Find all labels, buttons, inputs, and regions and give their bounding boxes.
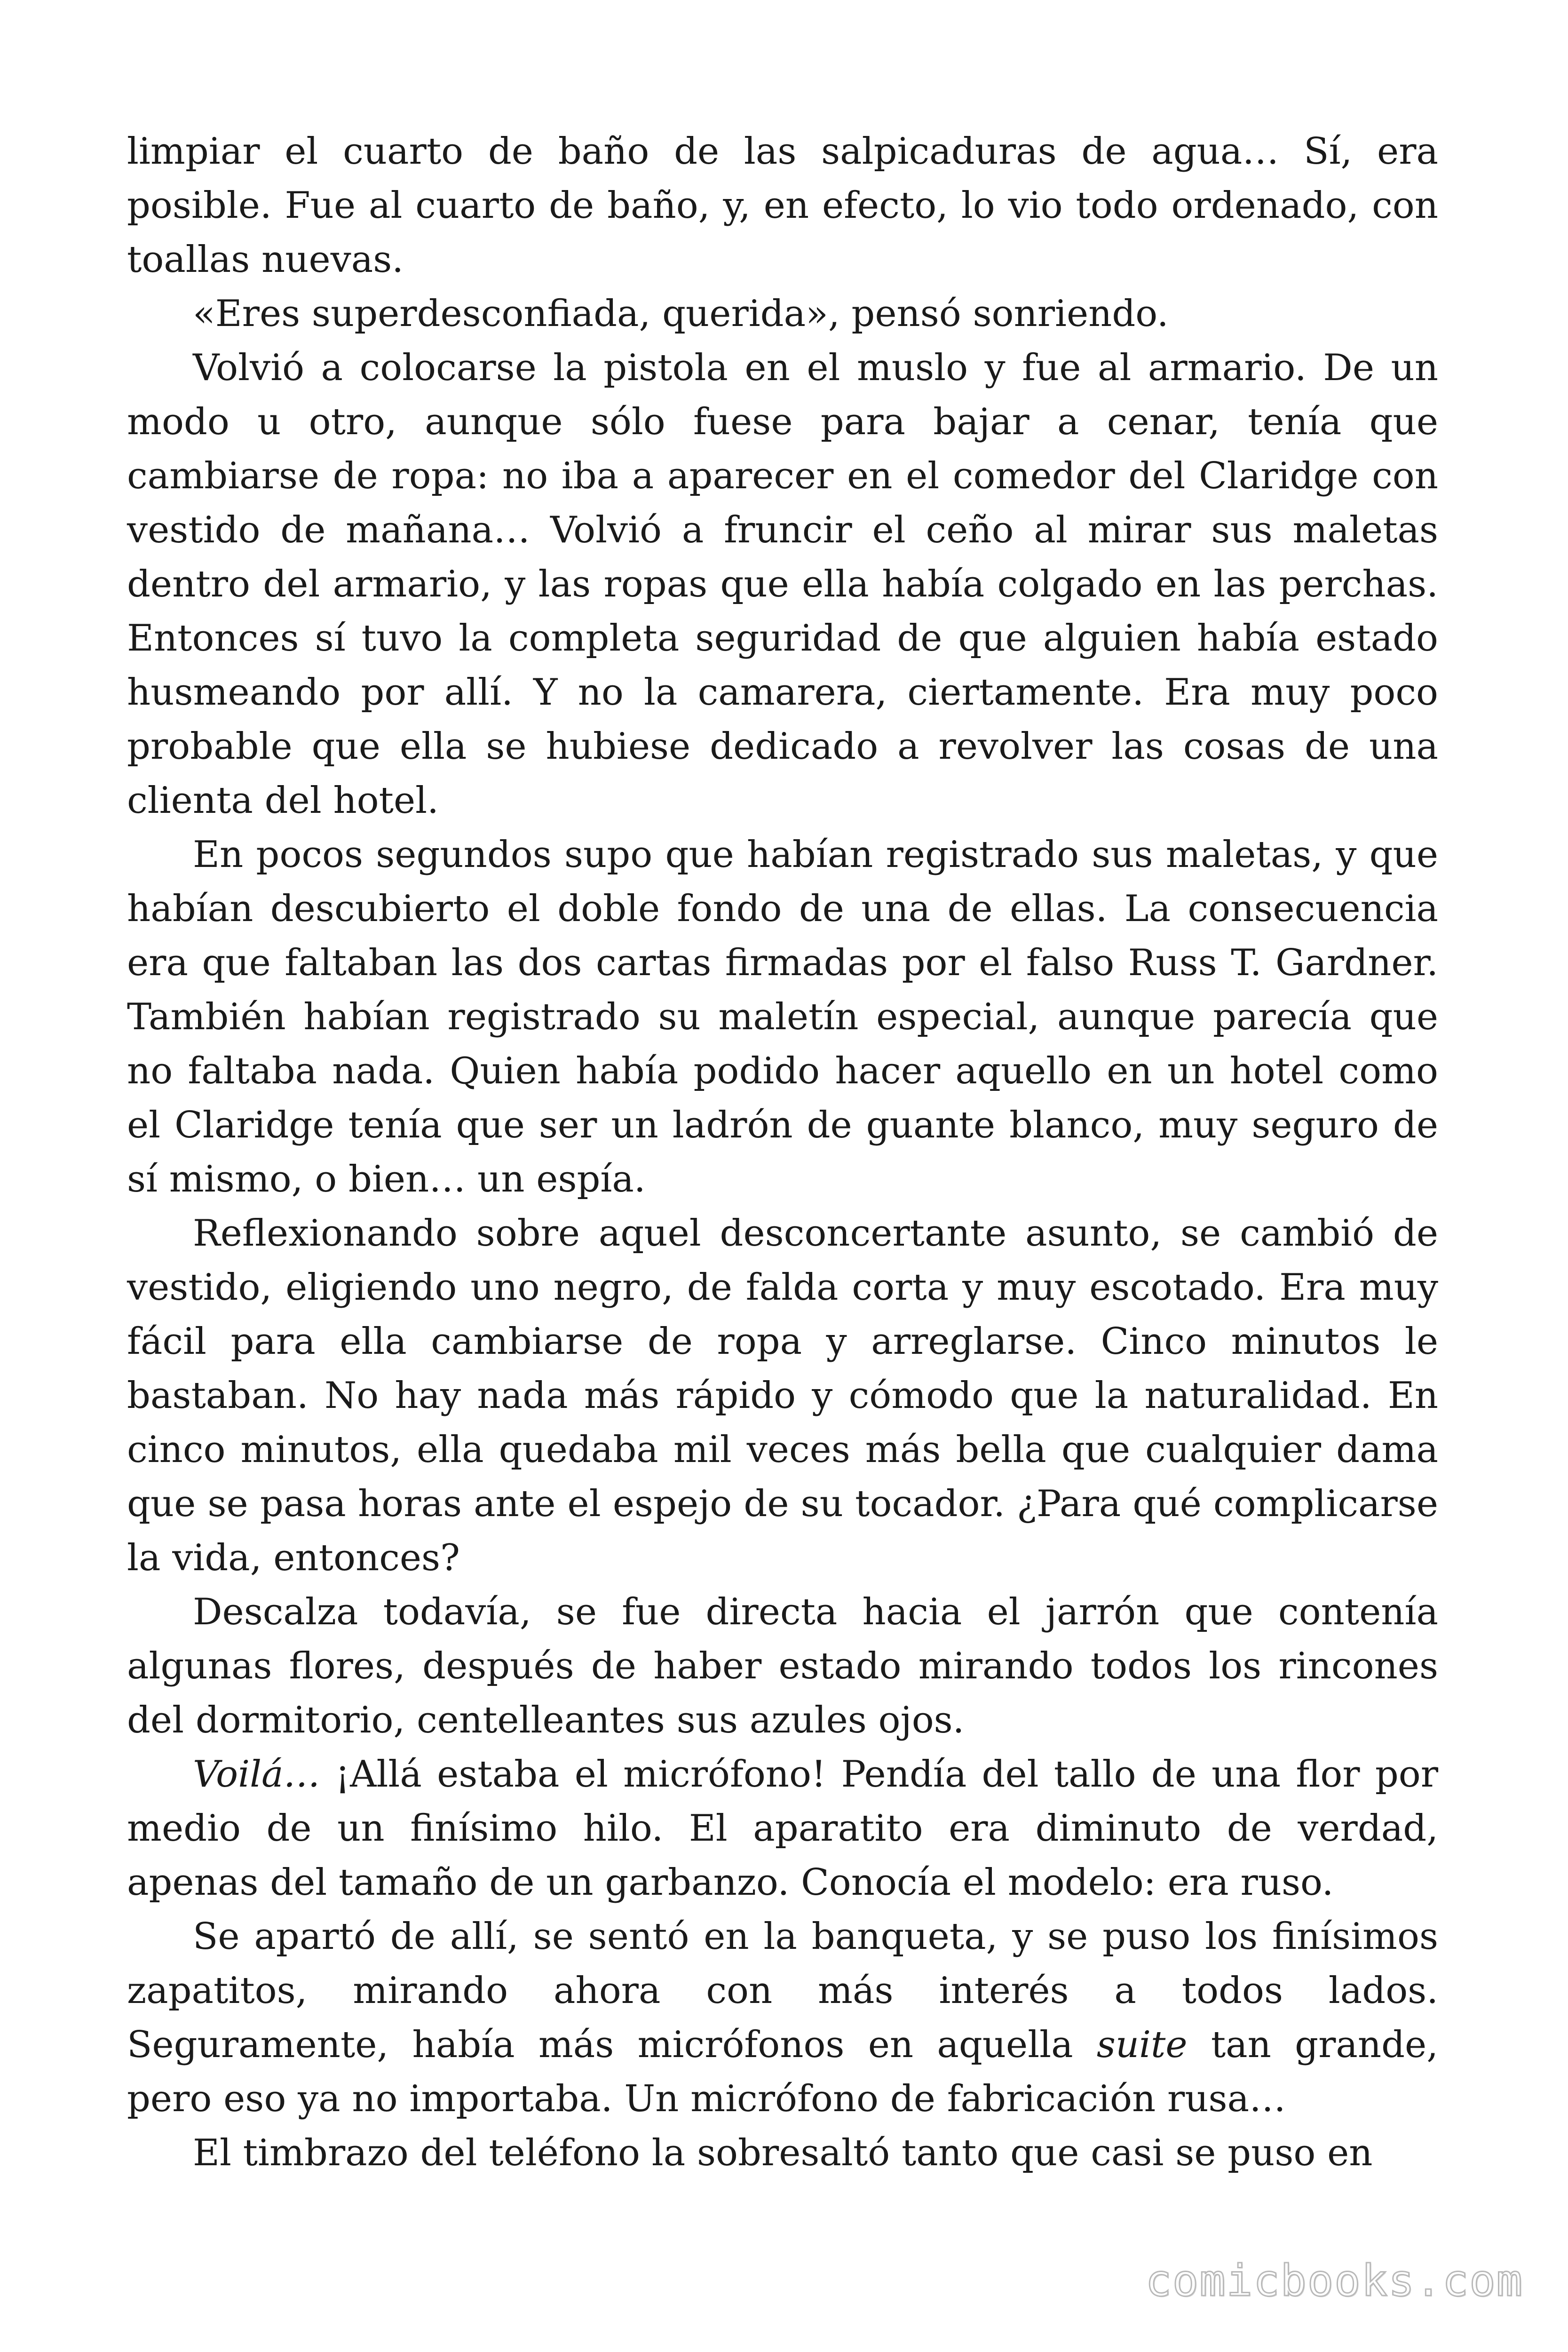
paragraph (127, 1910, 1438, 2126)
paragraph-text: tan grande, pero eso ya no importaba. Un micrófono de fabricación rusa… (127, 2024, 1438, 2120)
italic-text: Voilá… (193, 1753, 320, 1796)
paragraph-text: El timbrazo del teléfono la sobresaltó tanto que casi se puso en (193, 2132, 1373, 2174)
paragraph-text: Se apartó de allí, se sentó en la banqueta, y se puso los finísimos zapatitos, mirando ahora con más interés a todos lados. Seguramente, había más micrófonos en aquella (127, 1915, 1438, 2066)
paragraph-text: Descalza todavía, se fue directa hacia el jarrón que contenía algunas flores, después de haber estado mirando todos los rincones del dormitorio, centelleantes sus azules ojos. (127, 1591, 1438, 1741)
paragraph (127, 828, 1438, 1207)
paragraph-text: limpiar el cuarto de baño de las salpicaduras de agua… Sí, era posible. Fue al cuarto de baño, y, en efecto, lo vio todo ordenado, con toallas nuevas. (127, 130, 1438, 281)
paragraph (127, 125, 1438, 287)
paragraph (127, 1585, 1438, 1748)
page-body (127, 125, 1438, 2180)
paragraph (127, 287, 1438, 341)
paragraph-text: Volvió a colocarse la pistola en el muslo y fue al armario. De un modo u otro, aunque sólo fuese para bajar a cenar, tenía que cambiarse de ropa: no iba a aparecer en el comedor del Claridge con vestido de mañana… Volvió a fruncir el ceño al mirar sus maletas dentro del armario, y las ropas que ella había colgado en las perchas. Entonces sí tuvo la completa seguridad de que alguien había estado husmeando por allí. Y no la camarera, ciertamente. Era muy poco probable que ella se hubiese dedicado a revolver las cosas de una clienta del hotel. (127, 347, 1438, 822)
paragraph-text: Reflexionando sobre aquel desconcertante asunto, se cambió de vestido, eligiendo uno negro, de falda corta y muy escotado. Era muy fácil para ella cambiarse de ropa y arreglarse. Cinco minutos le bastaban. No hay nada más rápido y cómodo que la naturalidad. En cinco minutos, ella quedaba mil veces más bella que cualquier dama que se pasa horas ante el espejo de su tocador. ¿Para qué complicarse la vida, entonces? (127, 1212, 1438, 1579)
paragraph (127, 341, 1438, 828)
paragraph-text: «Eres superdesconfiada, querida», pensó sonriendo. (193, 293, 1169, 335)
paragraph-text: En pocos segundos supo que habían registrado sus maletas, y que habían descubierto el doble fondo de una de ellas. La consecuencia era que faltaban las dos cartas firmadas por el falso Russ T. Gardner. También habían registrado su maletín especial, aunque parecía que no faltaba nada. Quien había podido hacer aquello en un hotel como el Claridge tenía que ser un ladrón de guante blanco, muy seguro de sí mismo, o bien… un espía. (127, 834, 1438, 1200)
watermark: comicbooks.com (1145, 2256, 1523, 2306)
paragraph (127, 2126, 1438, 2180)
paragraph (127, 1207, 1438, 1585)
paragraph (127, 1748, 1438, 1910)
paragraph-text: ¡Allá estaba el micrófono! Pendía del tallo de una flor por medio de un finísimo hilo. El aparatito era diminuto de verdad, apenas del tamaño de un garbanzo. Conocía el modelo: era ruso. (127, 1753, 1438, 1904)
italic-text: suite (1096, 2024, 1188, 2066)
